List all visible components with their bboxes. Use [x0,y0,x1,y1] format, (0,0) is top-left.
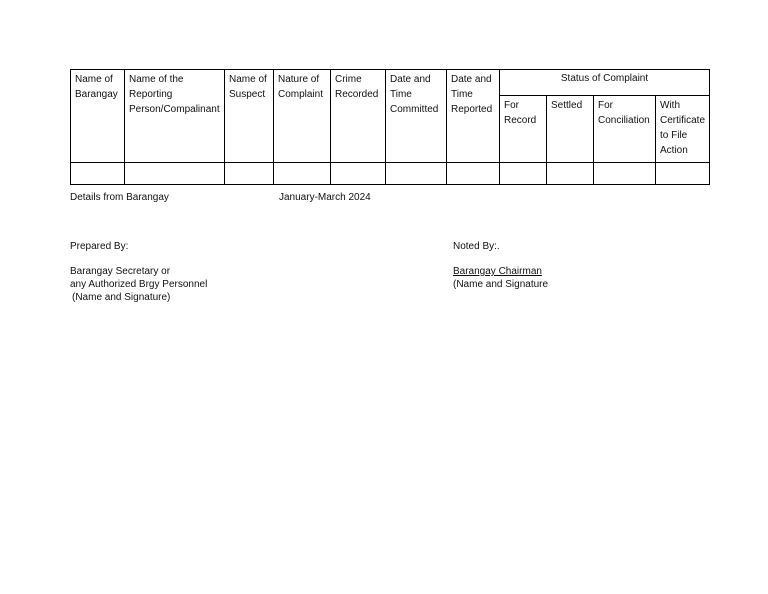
table-cell [71,163,125,185]
table-cell [656,163,710,185]
header-crime-recorded: Crime Recorded [331,70,386,163]
header-date-time-committed: Date and Time Committed [386,70,447,163]
subheader-certificate-to-file-action: With Certificate to File Action [656,96,710,163]
prepared-by-label: Prepared By: [70,241,129,252]
table-cell [447,163,500,185]
complaint-report-table [70,69,710,185]
table-cell [331,163,386,185]
reporting-period: January-March 2024 [279,192,371,203]
header-status-of-complaint: Status of Complaint [500,70,710,96]
header-name-of-suspect: Name of Suspect [225,70,274,163]
prepared-by-line-1: Barangay Secretary or [70,266,171,277]
subheader-for-record: For Record [500,96,547,163]
table-row [71,163,710,185]
prepared-by-line-2: any Authorized Brgy Personnel [70,279,208,290]
subheader-settled: Settled [547,96,594,163]
header-row [71,70,710,96]
table-cell [500,163,547,185]
header-nature-of-complaint: Nature of Complaint [274,70,331,163]
noted-by-label: Noted By:. [453,241,500,252]
table-cell [594,163,656,185]
header-name-of-barangay: Name of Barangay [71,70,125,163]
table-cell [274,163,331,185]
noted-by-line-1: Barangay Chairman [453,266,542,277]
table-cell [225,163,274,185]
noted-by-line-2: (Name and Signature [453,279,549,290]
details-label: Details from Barangay [70,192,169,203]
table-cell [547,163,594,185]
header-date-time-reported: Date and Time Reported [447,70,500,163]
table-cell [125,163,225,185]
prepared-by-line-3: (Name and Signature) [72,292,171,303]
table-cell [386,163,447,185]
header-reporting-person: Name of the Reporting Person/Compalinant [125,70,225,163]
subheader-for-conciliation: For Conciliation [594,96,656,163]
